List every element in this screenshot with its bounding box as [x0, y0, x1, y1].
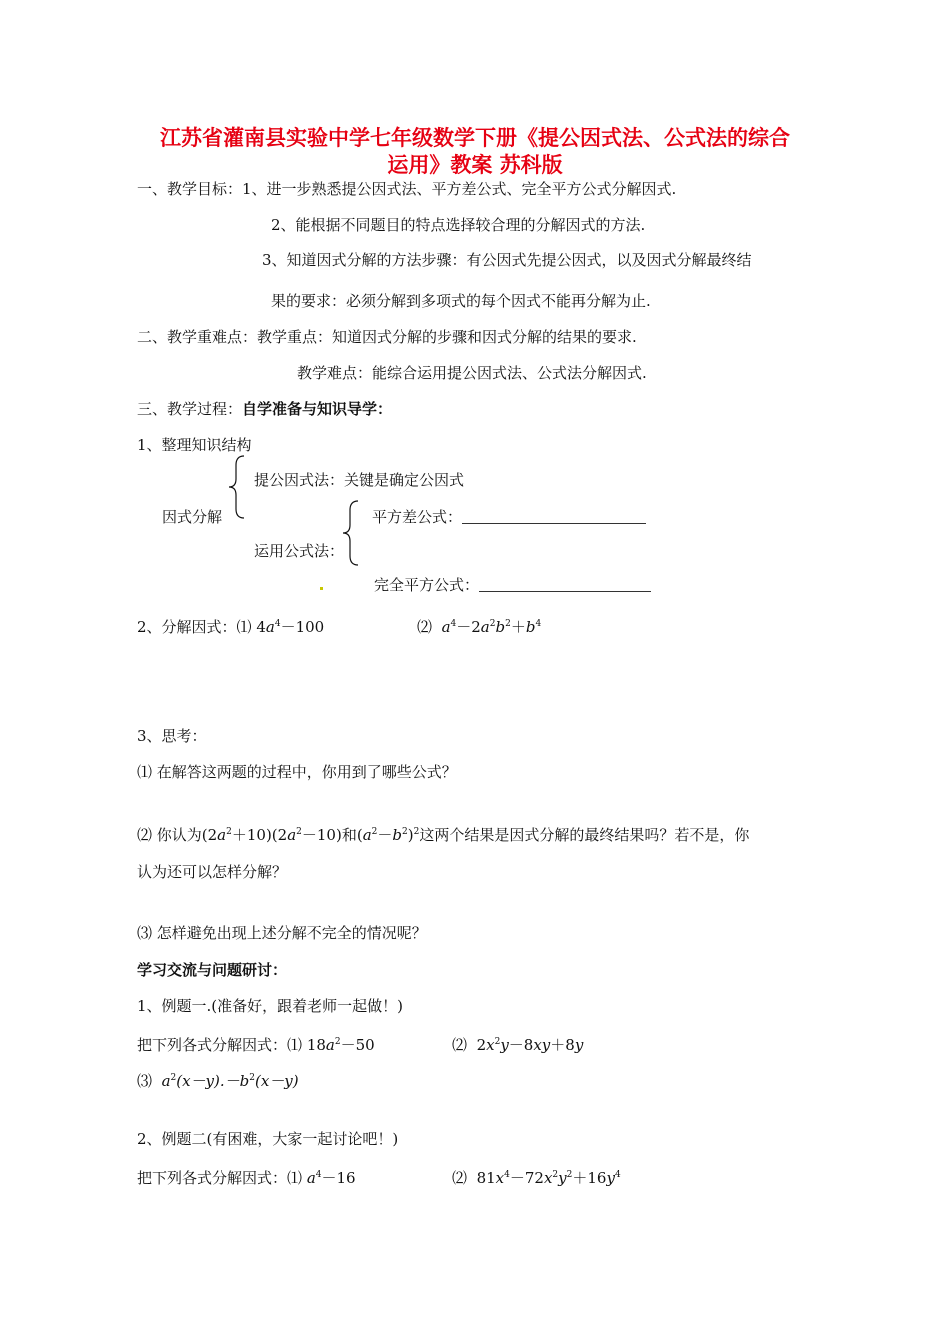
example-1-part-3: ⑶ $a^2(x-y).-b^2(x-y)$ — [137, 1072, 299, 1090]
answer-blank-1[interactable] — [462, 523, 646, 524]
example-1-part-2: ⑵ $2x^2y-8xy+8y$ — [452, 1036, 584, 1054]
think-2: ⑵ 你认为$(2a^2+10)(2a^2-10)$和$(a^2-b^2)^2$这两个结果是因式分解的最终结果吗？若不是，你 — [137, 826, 750, 844]
goal-2: 2、能根据不同题目的特点选择较合理的分解因式的方法. — [271, 216, 646, 234]
structure-leaf-2: 完全平方公式： — [374, 575, 651, 595]
think-2-line2: 认为还可以怎样分解？ — [137, 863, 288, 881]
keypoints-label: 二、教学重难点： — [137, 328, 258, 346]
goal-1: 1、进一步熟悉提公因式法、平方差公式、完全平方公式分解因式. — [242, 180, 677, 198]
structure-root: 因式分解 — [162, 508, 223, 526]
think-3: ⑶ 怎样避免出现上述分解不完全的情况呢？ — [137, 924, 427, 942]
q2-part-2: ⑵ $a^4-2a^2b^2+b^4$ — [417, 618, 542, 636]
example-1-prompt: 把下列各式分解因式：⑴ $18a^2-50$ — [137, 1036, 375, 1054]
example-2-prompt: 把下列各式分解因式：⑴ $a^4-16$ — [137, 1169, 356, 1187]
goal-3a: 3、知道因式分解的方法步骤：有公因式先提公因式，以及因式分解最终结 — [262, 251, 752, 269]
example-2-part-2: ⑵ $81x^4-72x^2y^2+16y^4$ — [452, 1169, 621, 1187]
think-label: 3、思考： — [137, 727, 207, 745]
speck-mark — [320, 587, 323, 590]
keypoints-line — [137, 327, 637, 347]
example-2-label: 2、例题二(有困难，大家一起讨论吧！) — [137, 1130, 399, 1148]
answer-blank-2[interactable] — [479, 591, 651, 592]
structure-heading: 1、整理知识结构 — [137, 436, 252, 454]
brace-formula — [342, 500, 360, 566]
goals-label: 一、教学目标： — [137, 180, 243, 198]
key-point: 教学重点：知道因式分解的步骤和因式分解的结果的要求. — [257, 328, 637, 346]
process-subtitle: 自学准备与知识导学： — [242, 400, 393, 418]
structure-leaf-1: 平方差公式： — [372, 507, 646, 527]
document-title-line2: 运用》教案 苏科版 — [387, 153, 563, 177]
q2-label: 2、分解因式： — [137, 618, 237, 636]
process-label: 三、教学过程： — [137, 400, 243, 418]
brace-main — [228, 455, 246, 519]
goals-line1 — [137, 179, 676, 199]
structure-branch-2: 运用公式法： — [254, 542, 345, 560]
structure-branch-1: 提公因式法：关键是确定公因式 — [254, 471, 465, 489]
example-1-label: 1、例题一.(准备好，跟着老师一起做！) — [137, 997, 404, 1015]
document-title-line1: 江苏省灌南县实验中学七年级数学下册《提公因式法、公式法的综合 — [160, 126, 790, 150]
process-line — [137, 399, 392, 419]
difficulty-point: 教学难点：能综合运用提公因式法、公式法分解因式. — [297, 364, 647, 382]
q2-line: 2、分解因式：⑴ $4a^4-100$ — [137, 618, 325, 636]
exchange-heading: 学习交流与问题研讨： — [137, 961, 288, 979]
think-1: ⑴ 在解答这两题的过程中，你用到了哪些公式？ — [137, 763, 457, 781]
goal-3b: 果的要求：必须分解到多项式的每个因式不能再分解为止. — [271, 292, 651, 310]
